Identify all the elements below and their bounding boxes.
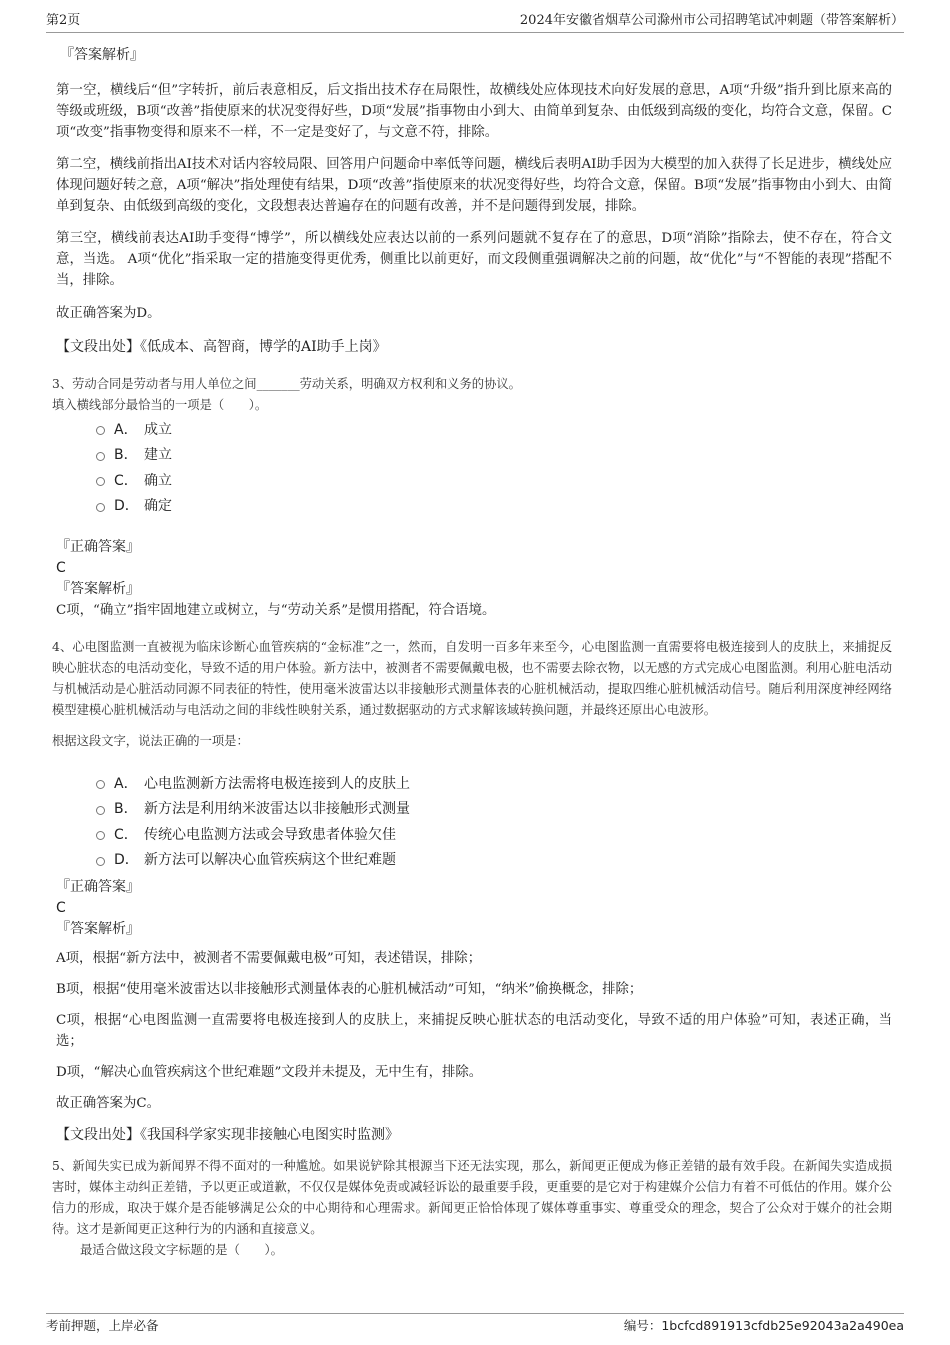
- q4-correct-label: 『正确答案』: [56, 879, 140, 895]
- q4-question: 根据这段文字，说法正确的一项是：: [52, 734, 249, 748]
- q4-analysis-d: D项，“解决心血管疾病这个世纪难题”文段并未提及，无中生有，排除。: [56, 1065, 483, 1080]
- q3-analysis: C项，“确立”指牢固地建立或树立，与“劳动关系”是惯用搭配，符合语境。: [56, 603, 496, 618]
- q2-conclusion: 故正确答案为D。: [56, 306, 161, 321]
- document-title: 2024年安徽省烟草公司滁州市公司招聘笔试冲刺题（带答案解析）: [519, 13, 904, 28]
- footer-slogan: 考前押题，上岸必备: [46, 1318, 159, 1333]
- q3-analysis-label: 『答案解析』: [56, 581, 140, 597]
- q3-correct-label: 『正确答案』: [56, 539, 140, 555]
- q5-stem: 5、新闻失实已成为新闻界不得不面对的一种尴尬。如果说铲除其根源当下还无法实现，那么，新闻更正便成为修正差错的最有效手段。在新闻失实造成损害时，媒体主动纠正差错，予以更正或道歉，不仅仅是媒体免责或减轻诉讼的最重要手段，更重要的是它对于构建媒介公信力有着不可低估的作用。媒介公信力的形成，取决于媒介是否能够满足公众的中心期待和心理需求。新闻更正恰恰体现了媒体尊重事实、尊重受众的理念，契合了公众对于媒介的社会期待。这才是新闻更正这种行为的内涵和直接意义。: [52, 1159, 892, 1236]
- q4-analysis-label: 『答案解析』: [56, 921, 140, 937]
- q2-analysis-label: 『答案解析』: [60, 47, 144, 63]
- radio-icon[interactable]: [96, 831, 105, 840]
- q5-question: 最适合做这段文字标题的是（ ）。: [80, 1243, 283, 1257]
- radio-icon[interactable]: [96, 503, 105, 512]
- q3-option-b[interactable]: B． 建立: [56, 442, 892, 468]
- q4-option-c[interactable]: C． 传统心电监测方法或会导致患者体验欠佳: [56, 821, 892, 847]
- q4-stem: 4、心电图监测一直被视为临床诊断心血管疾病的“金标准”之一，然而，自发明一百多年来至今，心电图监测一直需要将电极连接到人的皮肤上，来捕捉反映心脏状态的电活动变化，导致不适的用户体验。新方法中，被测者不需要佩戴电极，也不需要去除衣物，以无感的方式完成心电图监测。利用心脏电活动与机械活动是心脏活动同源不同表征的特性，使用毫米波雷达以非接触形式测量体表的心脏机械活动，提取四维心脏机械活动信号。随后利用深度神经网络模型建模心脏机械活动与电活动之间的非线性映射关系，通过数据驱动的方式求解该域转换问题，并最终还原出心电波形。: [52, 640, 892, 717]
- q3-stem: 3、劳动合同是劳动者与用人单位之间_______劳动关系，明确双方权利和义务的协议。: [52, 377, 521, 391]
- q3-question: 填入横线部分最恰当的一项是（ ）。: [52, 398, 268, 412]
- q3-correct-answer: C: [56, 560, 66, 576]
- q2-source: 【文段出处】《低成本、高智商，博学的AI助手上岗》: [56, 339, 387, 355]
- document-code: 编号：1bcfcd891913cfdb25e92043a2a490ea: [623, 1318, 904, 1333]
- radio-icon[interactable]: [96, 780, 105, 789]
- q3-options: [56, 416, 892, 518]
- radio-icon[interactable]: [96, 857, 105, 866]
- q4-options: [56, 770, 892, 872]
- q3-option-c[interactable]: C． 确立: [56, 467, 892, 493]
- radio-icon[interactable]: [96, 452, 105, 461]
- q3-option-d[interactable]: D． 确定: [56, 493, 892, 519]
- q3-option-a[interactable]: A． 成立: [56, 416, 892, 442]
- q4-source: 【文段出处】《我国科学家实现非接触心电图实时监测》: [56, 1127, 399, 1143]
- q4-option-d[interactable]: D． 新方法可以解决心血管疾病这个世纪难题: [56, 847, 892, 873]
- q4-option-b[interactable]: B． 新方法是利用纳米波雷达以非接触形式测量: [56, 796, 892, 822]
- q2-analysis-para-3: 第三空，横线前表达AI助手变得“博学”，所以横线处应表达以前的一系列问题就不复存在了的意思，D项“消除”指除去，使不存在，符合文意，当选。 A项“优化”指采取一定的措施变得更优秀，侧重比以前更好，而文段侧重强调解决之前的问题，故“优化”与“不智能的表现”搭配不当，排除。: [56, 231, 892, 288]
- page-number: 第2页: [46, 13, 81, 28]
- radio-icon[interactable]: [96, 477, 105, 486]
- q2-analysis-para-1: 第一空，横线后“但”字转折，前后表意相反，后文指出技术存在局限性，故横线处应体现技术向好发展的意思，A项“升级”指升到比原来高的等级或班级，B项“改善”指使原来的状况变得好些，D项“发展”指事物由小到大、由简单到复杂、由低级到高级的变化，均符合文意，保留。C项“改变”指事物变得和原来不一样，不一定是变好了，与文意不符，排除。: [56, 83, 892, 140]
- q4-option-a[interactable]: A． 心电监测新方法需将电极连接到人的皮肤上: [56, 770, 892, 796]
- q4-correct-answer: C: [56, 900, 66, 916]
- q4-analysis-a: A项，根据“新方法中，被测者不需要佩戴电极”可知，表述错误，排除；: [56, 951, 482, 966]
- radio-icon[interactable]: [96, 426, 105, 435]
- page-header: [46, 12, 904, 33]
- page-content: [52, 44, 892, 1261]
- page-footer: [46, 1313, 904, 1339]
- q4-conclusion: 故正确答案为C。: [56, 1096, 160, 1111]
- q4-analysis-b: B项，根据“使用毫米波雷达以非接触形式测量体表的心脏机械活动”可知，“纳米”偷换概念，排除；: [56, 982, 643, 997]
- radio-icon[interactable]: [96, 806, 105, 815]
- q4-analysis-c: C项，根据“心电图监测一直需要将电极连接到人的皮肤上，来捕捉反映心脏状态的电活动变化，导致不适的用户体验”可知，表述正确，当选；: [56, 1013, 892, 1049]
- q2-analysis-para-2: 第二空，横线前指出AI技术对话内容较局限、回答用户问题命中率低等问题，横线后表明AI助手因为大模型的加入获得了长足进步，横线处应体现问题好转之意，A项“解决”指处理使有结果，D项“改善”指使原来的状况变得好些，均符合文意，保留。B项“发展”指事物由小到大、由简单到复杂、由低级到高级的变化，文段想表达普遍存在的问题有改善，并不是问题得到发展，排除。: [56, 157, 892, 214]
